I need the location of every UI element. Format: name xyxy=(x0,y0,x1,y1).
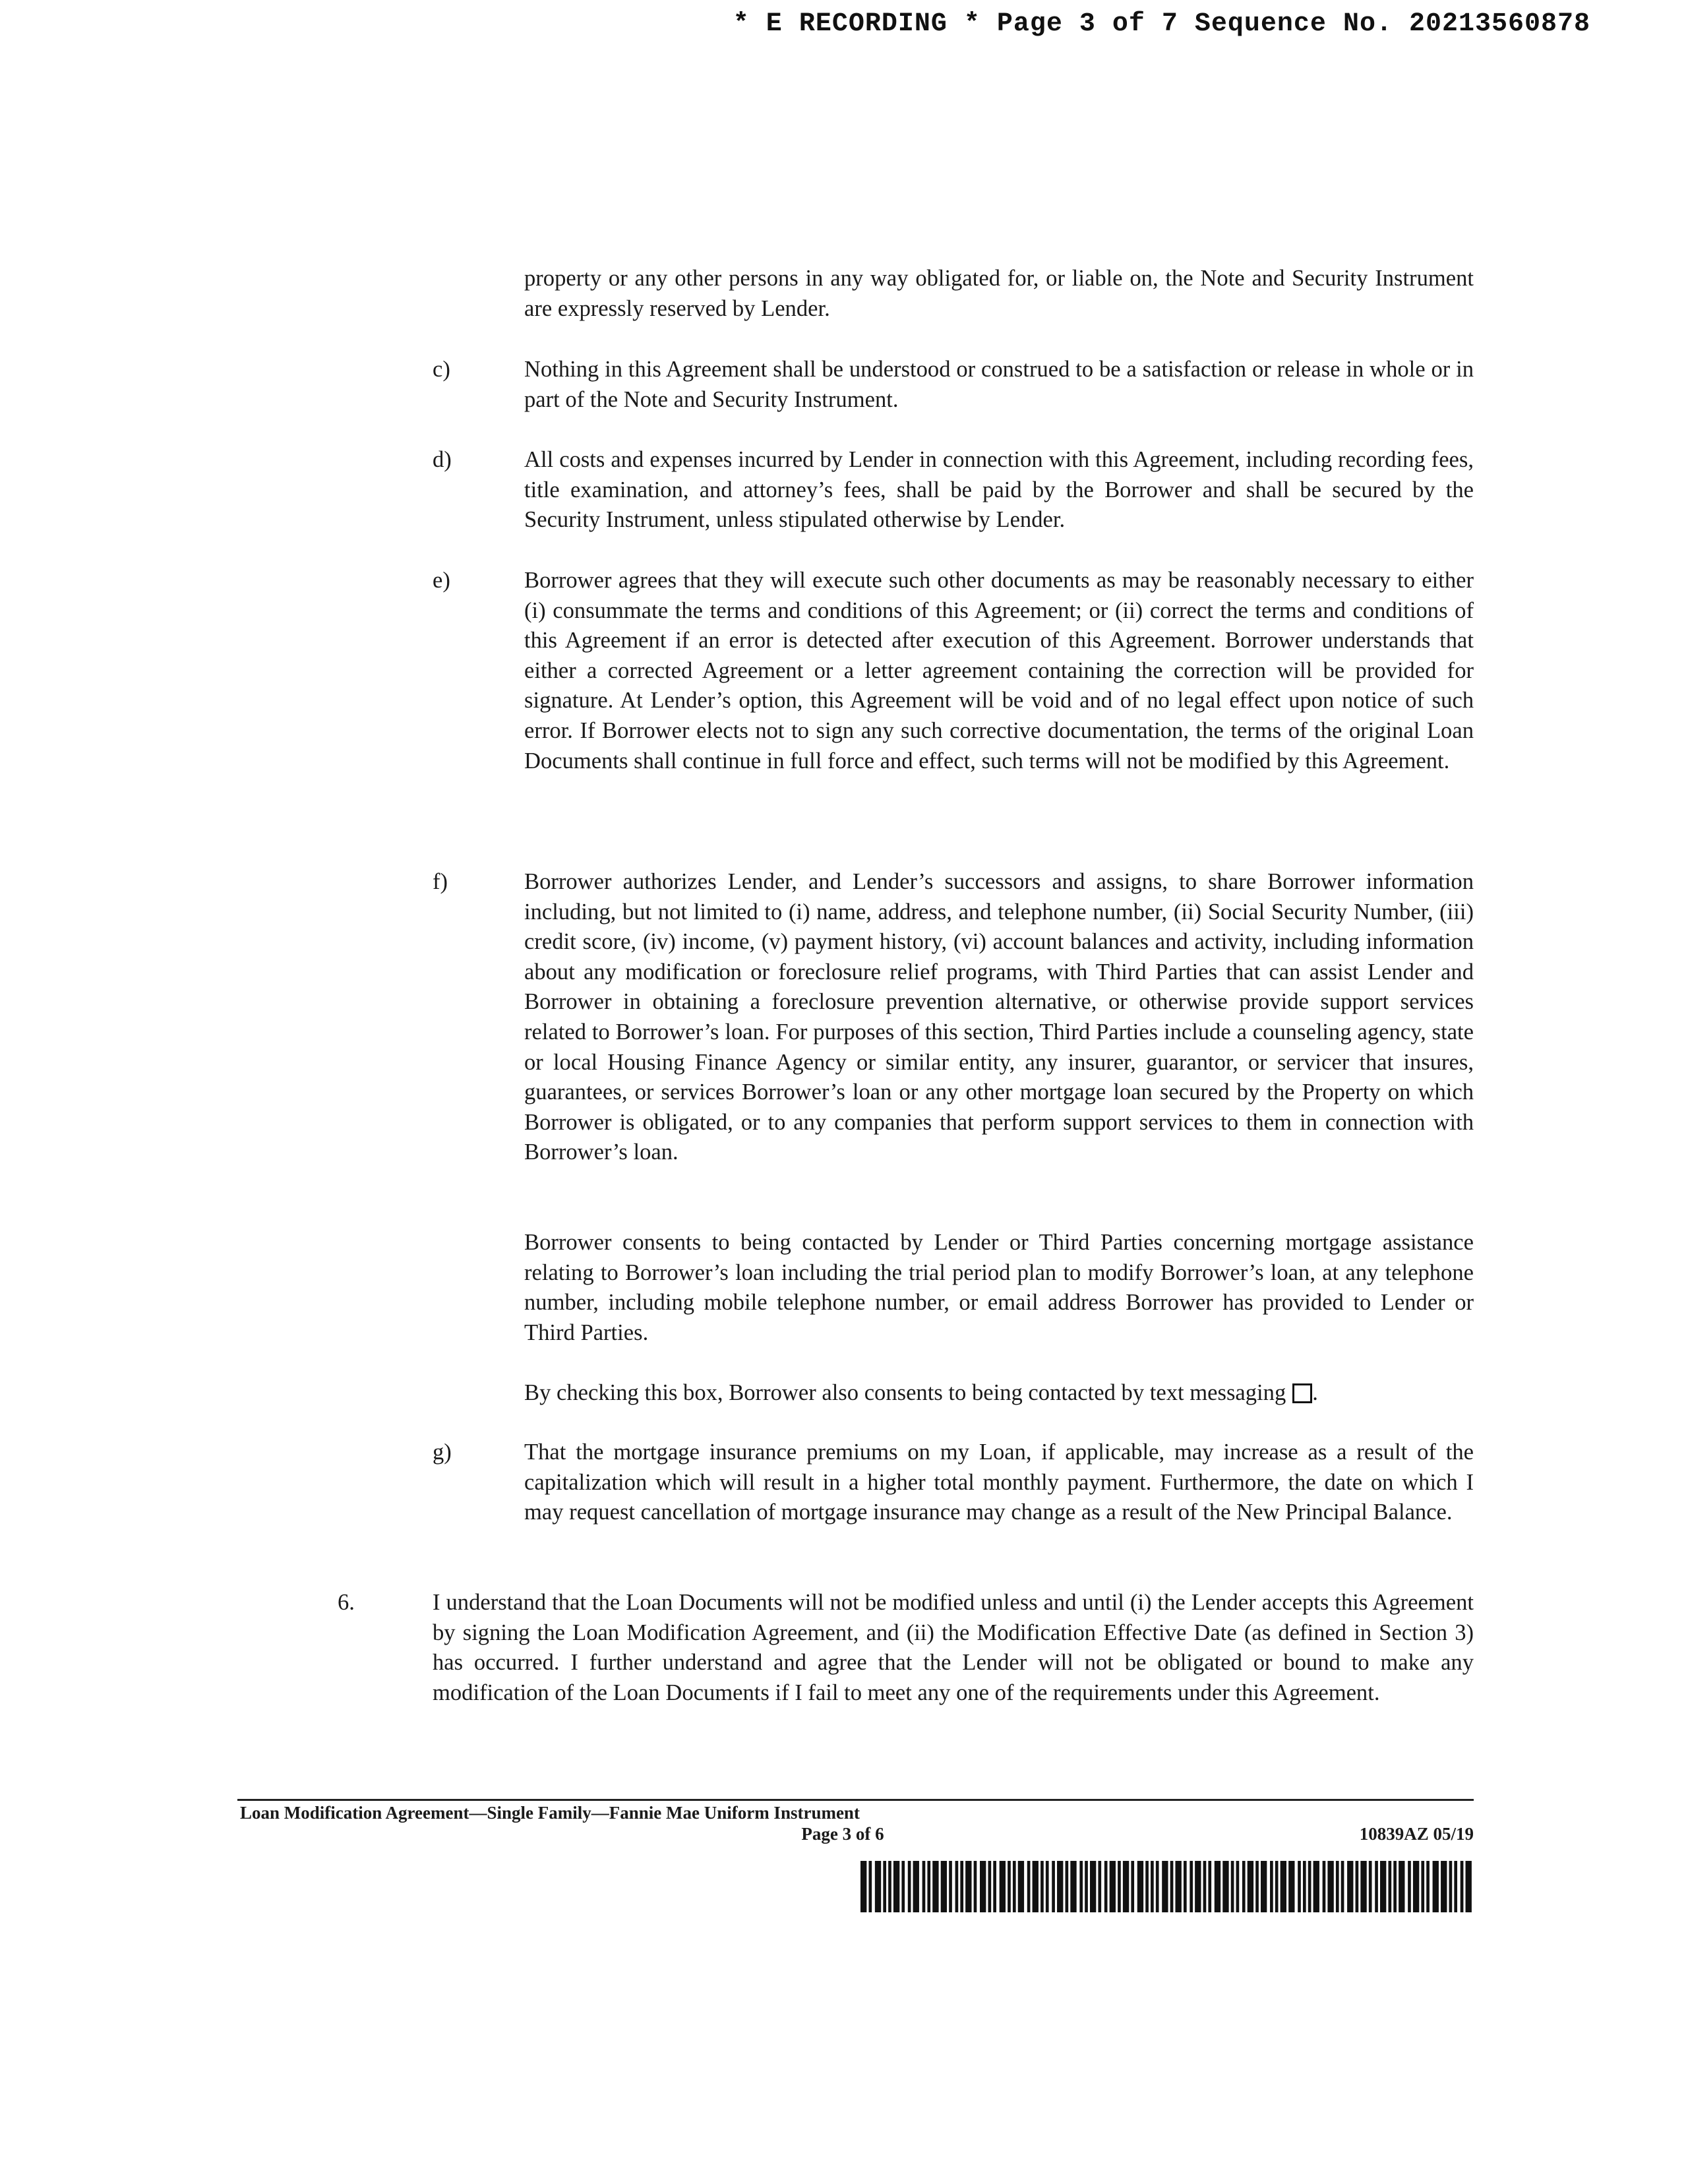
barcode-bar xyxy=(1162,1861,1168,1912)
barcode-bar xyxy=(1018,1861,1024,1912)
item-marker-d: d) xyxy=(433,447,452,472)
barcode-bar xyxy=(1413,1861,1419,1912)
barcode-bar xyxy=(1066,1861,1069,1912)
barcode-bar xyxy=(932,1861,938,1912)
paragraph-6: I understand that the Loan Documents will not be modified unless and until (i) the Lender accepts this Agreement by signing the Loan Modification Agreement, and (ii) the Modification Effective Date (as defined in Section 3) has occurred. I further understand and agree that the Lender will not be obligated or bound to make any modification of the Loan Documents if I fail to meet any one of the requirements under this Agreement. xyxy=(433,1590,1474,1705)
barcode-bar xyxy=(1275,1861,1279,1912)
barcode-bar xyxy=(1027,1861,1031,1912)
barcode-bar xyxy=(993,1861,996,1912)
barcode-bar xyxy=(988,1861,991,1912)
paragraph-g: That the mortgage insurance premiums on my Loan, if applicable, may increase as a result of the capitalization which will result in a higher total monthly payment. Furthermore, the date on which I may request cancellation of mortgage insurance may change as a result of the New Principal Balance. xyxy=(524,1440,1474,1525)
paragraph-e: Borrower agrees that they will execute such other documents as may be reasonably necessary to either (i) consummate the terms and conditions of this Agreement; or (ii) correct the terms and conditions of this Agreement if an error is detected after execution of this Agreement. Borrower understands that either a corrected Agreement or a letter agreement containing the correction will be provided for signature. At Lender’s option, this Agreement will be void and of no legal effect upon notice of such error. If Borrower elects not to sign any such corrective documentation, the terms of the original Loan Documents shall continue in full force and effect, such terms will not be modified by this Agreement. xyxy=(524,568,1474,774)
barcode-bar xyxy=(1090,1861,1096,1912)
barcode-bar xyxy=(908,1861,911,1912)
barcode-bar xyxy=(955,1861,959,1912)
barcode-bar xyxy=(1347,1861,1353,1912)
barcode-bar xyxy=(1040,1861,1044,1912)
footer-rule xyxy=(237,1799,1474,1801)
barcode-bar xyxy=(888,1861,891,1912)
barcode-bar xyxy=(1156,1861,1159,1912)
barcode-bar xyxy=(980,1861,986,1912)
barcode-bar xyxy=(1013,1861,1016,1912)
barcode-bar xyxy=(1057,1861,1063,1912)
barcode-bar xyxy=(1052,1861,1055,1912)
barcode-bar xyxy=(1203,1861,1207,1912)
footer-form-code: 10839AZ 05/19 xyxy=(1359,1824,1474,1844)
barcode-bar xyxy=(1123,1861,1129,1912)
barcode-bar xyxy=(893,1861,899,1912)
barcode-bar xyxy=(1313,1861,1319,1912)
paragraph-d: All costs and expenses incurred by Lender in connection with this Agreement, including recording fees, title examination, and attorney’s fees, shall be paid by the Borrower and shall be secured by the Security Instrument, unless stipulated otherwise by Lender. xyxy=(524,447,1474,533)
barcode-bar xyxy=(1208,1861,1211,1912)
barcode-bar xyxy=(1079,1861,1083,1912)
barcode-bar xyxy=(1255,1861,1259,1912)
barcode-bar xyxy=(1175,1861,1181,1912)
barcode-bar xyxy=(1288,1861,1294,1912)
barcode-bar xyxy=(1461,1861,1464,1912)
barcode-bar xyxy=(1281,1861,1286,1912)
barcode-bar xyxy=(927,1861,930,1912)
paragraph-f: Borrower authorizes Lender, and Lender’s successors and assigns, to share Borrower information including, but not limited to (i) name, address, and telephone number, (ii) Social Security Number, (iii) credit score, (iv) income, (v) payment history, (vi) account balances and activity, including information about any modification or foreclosure relief programs, with Third Parties that can assist Lender and Borrower in obtaining a foreclosure prevention alternative, or otherwise provide support services related to Borrower’s loan. For purposes of this section, Third Parties include a counseling agency, state or local Housing Finance Agency or similar entity, any insurer, guarantor, or servicer that insures, guarantees, or services Borrower’s loan or any other mortgage loan secured by the Property on which Borrower is obligated, or to any companies that perform support services to them in connection with Borrower’s loan. xyxy=(524,869,1474,1165)
barcode-bar xyxy=(974,1861,977,1912)
barcode-bar xyxy=(1118,1861,1121,1912)
paragraph-f-consent: Borrower consents to being contacted by Lender or Third Parties concerning mortgage assistance relating to Borrower’s loan including the trial period plan to modify Borrower’s loan, at any telephone number, including mobile telephone number, or email address Borrower has provided to Lender or Third Parties. xyxy=(524,1230,1474,1345)
barcode-bar xyxy=(1426,1861,1430,1912)
barcode-bar xyxy=(1449,1861,1453,1912)
barcode-bar xyxy=(960,1861,963,1912)
barcode-bar xyxy=(1215,1861,1221,1912)
barcode-bar xyxy=(883,1861,886,1912)
barcode-bar xyxy=(1270,1861,1273,1912)
barcode-bar xyxy=(1466,1861,1472,1912)
section-marker-6: 6. xyxy=(338,1590,355,1615)
paragraph-c: Nothing in this Agreement shall be understood or construed to be a satisfaction or release in whole or in part of the Note and Security Instrument. xyxy=(524,357,1474,412)
barcode-image xyxy=(860,1861,1474,1912)
barcode-bar xyxy=(1242,1861,1246,1912)
barcode-bar xyxy=(1137,1861,1143,1912)
barcode-bar xyxy=(1341,1861,1344,1912)
barcode-bar xyxy=(949,1861,952,1912)
barcode-bar xyxy=(1000,1861,1006,1912)
barcode-bar xyxy=(1375,1861,1378,1912)
recording-stamp: * E RECORDING * Page 3 of 7 Sequence No. 20213560878 xyxy=(733,9,1590,39)
barcode-bar xyxy=(1070,1861,1076,1912)
barcode-bar xyxy=(1195,1861,1201,1912)
barcode-bar xyxy=(941,1861,947,1912)
barcode-bar xyxy=(1131,1861,1134,1912)
barcode-bar xyxy=(1104,1861,1108,1912)
barcode-bar xyxy=(1454,1861,1457,1912)
barcode-bar xyxy=(1303,1861,1306,1912)
barcode-bar xyxy=(1145,1861,1149,1912)
barcode-bar xyxy=(1323,1861,1326,1912)
barcode-bar xyxy=(1110,1861,1116,1912)
footer-page-number: Page 3 of 6 xyxy=(801,1824,884,1844)
barcode-bar xyxy=(1190,1861,1193,1912)
barcode-bar xyxy=(1441,1861,1447,1912)
barcode-bar xyxy=(1046,1861,1049,1912)
barcode-bar xyxy=(1393,1861,1397,1912)
barcode-bar xyxy=(1184,1861,1187,1912)
item-marker-c: c) xyxy=(433,357,450,382)
barcode-bar xyxy=(1408,1861,1411,1912)
barcode-bar xyxy=(1421,1861,1424,1912)
barcode-bar xyxy=(1399,1861,1404,1912)
barcode-bar xyxy=(860,1861,866,1912)
barcode-bar xyxy=(913,1861,919,1912)
barcode-bar xyxy=(868,1861,872,1912)
barcode-bar xyxy=(1336,1861,1339,1912)
barcode-bar xyxy=(922,1861,926,1912)
item-marker-e: e) xyxy=(433,568,450,593)
barcode-bar xyxy=(1248,1861,1253,1912)
barcode-bar xyxy=(1298,1861,1301,1912)
barcode-bar xyxy=(1033,1861,1039,1912)
barcode-bar xyxy=(1085,1861,1088,1912)
barcode-bar xyxy=(1236,1861,1240,1912)
checkbox-label: By checking this box, Borrower also consents to being contacted by text messaging xyxy=(524,1380,1286,1405)
barcode-bar xyxy=(1231,1861,1234,1912)
text-messaging-consent: By checking this box, Borrower also consents to being contacted by text messaging . xyxy=(524,1380,1318,1405)
barcode-bar xyxy=(1098,1861,1101,1912)
barcode-bar xyxy=(1369,1861,1372,1912)
barcode-bar xyxy=(1388,1861,1391,1912)
barcode-bar xyxy=(1360,1861,1366,1912)
barcode-bar xyxy=(1433,1861,1439,1912)
barcode-bar xyxy=(965,1861,971,1912)
barcode-bar xyxy=(1327,1861,1333,1912)
barcode-bar xyxy=(1170,1861,1174,1912)
barcode-bar xyxy=(1380,1861,1386,1912)
text-messaging-checkbox[interactable] xyxy=(1292,1383,1312,1403)
barcode-bar xyxy=(1356,1861,1359,1912)
barcode-bar xyxy=(1261,1861,1267,1912)
barcode-bar xyxy=(1308,1861,1311,1912)
footer-title: Loan Modification Agreement—Single Family—Fannie Mae Uniform Instrument xyxy=(240,1803,860,1823)
barcode-bar xyxy=(1222,1861,1228,1912)
barcode-bar xyxy=(1151,1861,1154,1912)
barcode-bar xyxy=(875,1861,881,1912)
barcode-bar xyxy=(901,1861,905,1912)
item-marker-g: g) xyxy=(433,1440,452,1465)
item-marker-f: f) xyxy=(433,869,448,894)
paragraph-continuation: property or any other persons in any way obligated for, or liable on, the Note and Security Instrument are expressly reserved by Lender. xyxy=(524,266,1474,321)
barcode-bar xyxy=(1008,1861,1011,1912)
